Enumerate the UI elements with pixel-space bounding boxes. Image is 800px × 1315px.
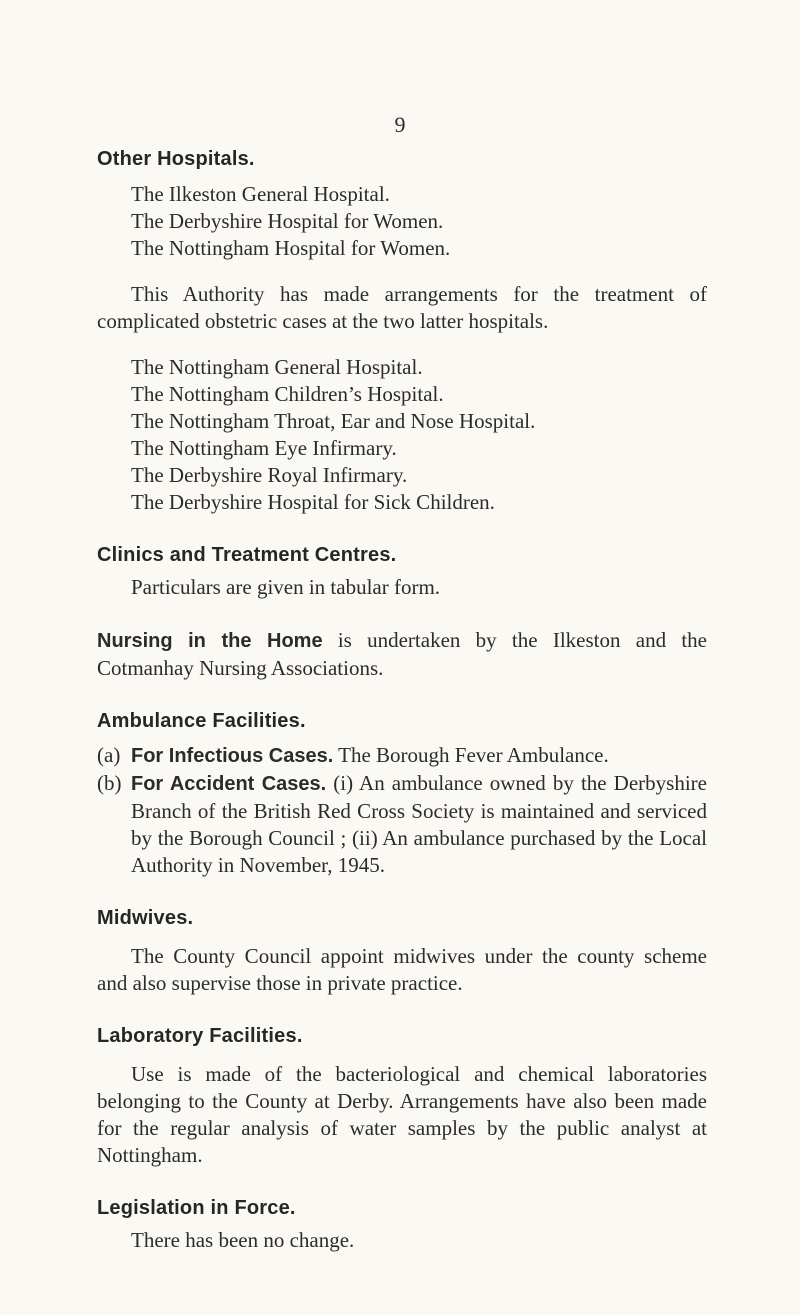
page-content <box>97 146 707 1254</box>
midwives-heading: Midwives. <box>97 907 194 929</box>
ambulance-item-a-mark: (a) <box>97 743 121 767</box>
hospital-list-b <box>97 354 707 516</box>
ambulance-item-b-mark: (b) <box>97 771 122 795</box>
hospital-list-item: The Nottingham Eye Infirmary. <box>131 436 397 460</box>
ambulance-item-a-text: The Borough Fever Ambulance. <box>333 743 609 767</box>
clinics-text: Particulars are given in tabular form. <box>131 575 441 599</box>
hospital-list-item: The Derbyshire Royal Infirmary. <box>131 463 408 487</box>
hospital-list-item: The Nottingham Hospital for Women. <box>131 236 451 260</box>
arrangements-paragraph: This Authority has made arrangements for the treatment of complicated obstetric cases at the two latter hospitals. <box>97 282 707 333</box>
page-number: 9 <box>394 112 406 137</box>
hospital-list-item: The Nottingham Throat, Ear and Nose Hospital. <box>131 409 536 433</box>
hospital-list-item: The Derbyshire Hospital for Sick Children. <box>131 490 495 514</box>
other-hospitals-heading: Other Hospitals. <box>97 148 255 170</box>
laboratory-heading: Laboratory Facilities. <box>97 1025 303 1047</box>
midwives-paragraph: The County Council appoint midwives under the county scheme and also supervise those in private practice. <box>97 944 707 995</box>
hospital-list-item: The Derbyshire Hospital for Women. <box>131 209 444 233</box>
hospital-list-item: The Nottingham General Hospital. <box>131 355 423 379</box>
nursing-paragraph <box>97 627 707 682</box>
clinics-heading: Clinics and Treatment Centres. <box>97 544 397 566</box>
hospital-list-a <box>97 181 707 262</box>
nursing-text: is undertaken by the Ilkeston and the Cotmanhay Nursing Associations. <box>97 628 707 680</box>
legislation-heading: Legislation in Force. <box>97 1197 296 1219</box>
nursing-lead: Nursing in the Home <box>97 630 323 652</box>
ambulance-item-a <box>97 742 707 770</box>
ambulance-item-b-label: For Accident Cases. <box>131 773 327 795</box>
ambulance-item-a-label: For Infectious Cases. <box>131 745 334 767</box>
ambulance-heading: Ambulance Facilities. <box>97 710 306 732</box>
legislation-text: There has been no change. <box>131 1228 355 1252</box>
hospital-list-item: The Ilkeston General Hospital. <box>131 182 390 206</box>
ambulance-item-b <box>97 770 707 879</box>
hospital-list-item: The Nottingham Children’s Hospital. <box>131 382 444 406</box>
ambulance-item-b-text: (i) An ambulance owned by the Derbyshire Branch of the British Red Cross Society is maintained and serviced by the Borough Council ; (ii) An ambulance purchased by the Local Authority in November, 1945. <box>131 771 707 877</box>
laboratory-paragraph: Use is made of the bacteriological and chemical laboratories belonging to the County at Derby. Arrangements have also been made for the regular analysis of water samples by the public analyst at Nottingham. <box>97 1062 707 1167</box>
